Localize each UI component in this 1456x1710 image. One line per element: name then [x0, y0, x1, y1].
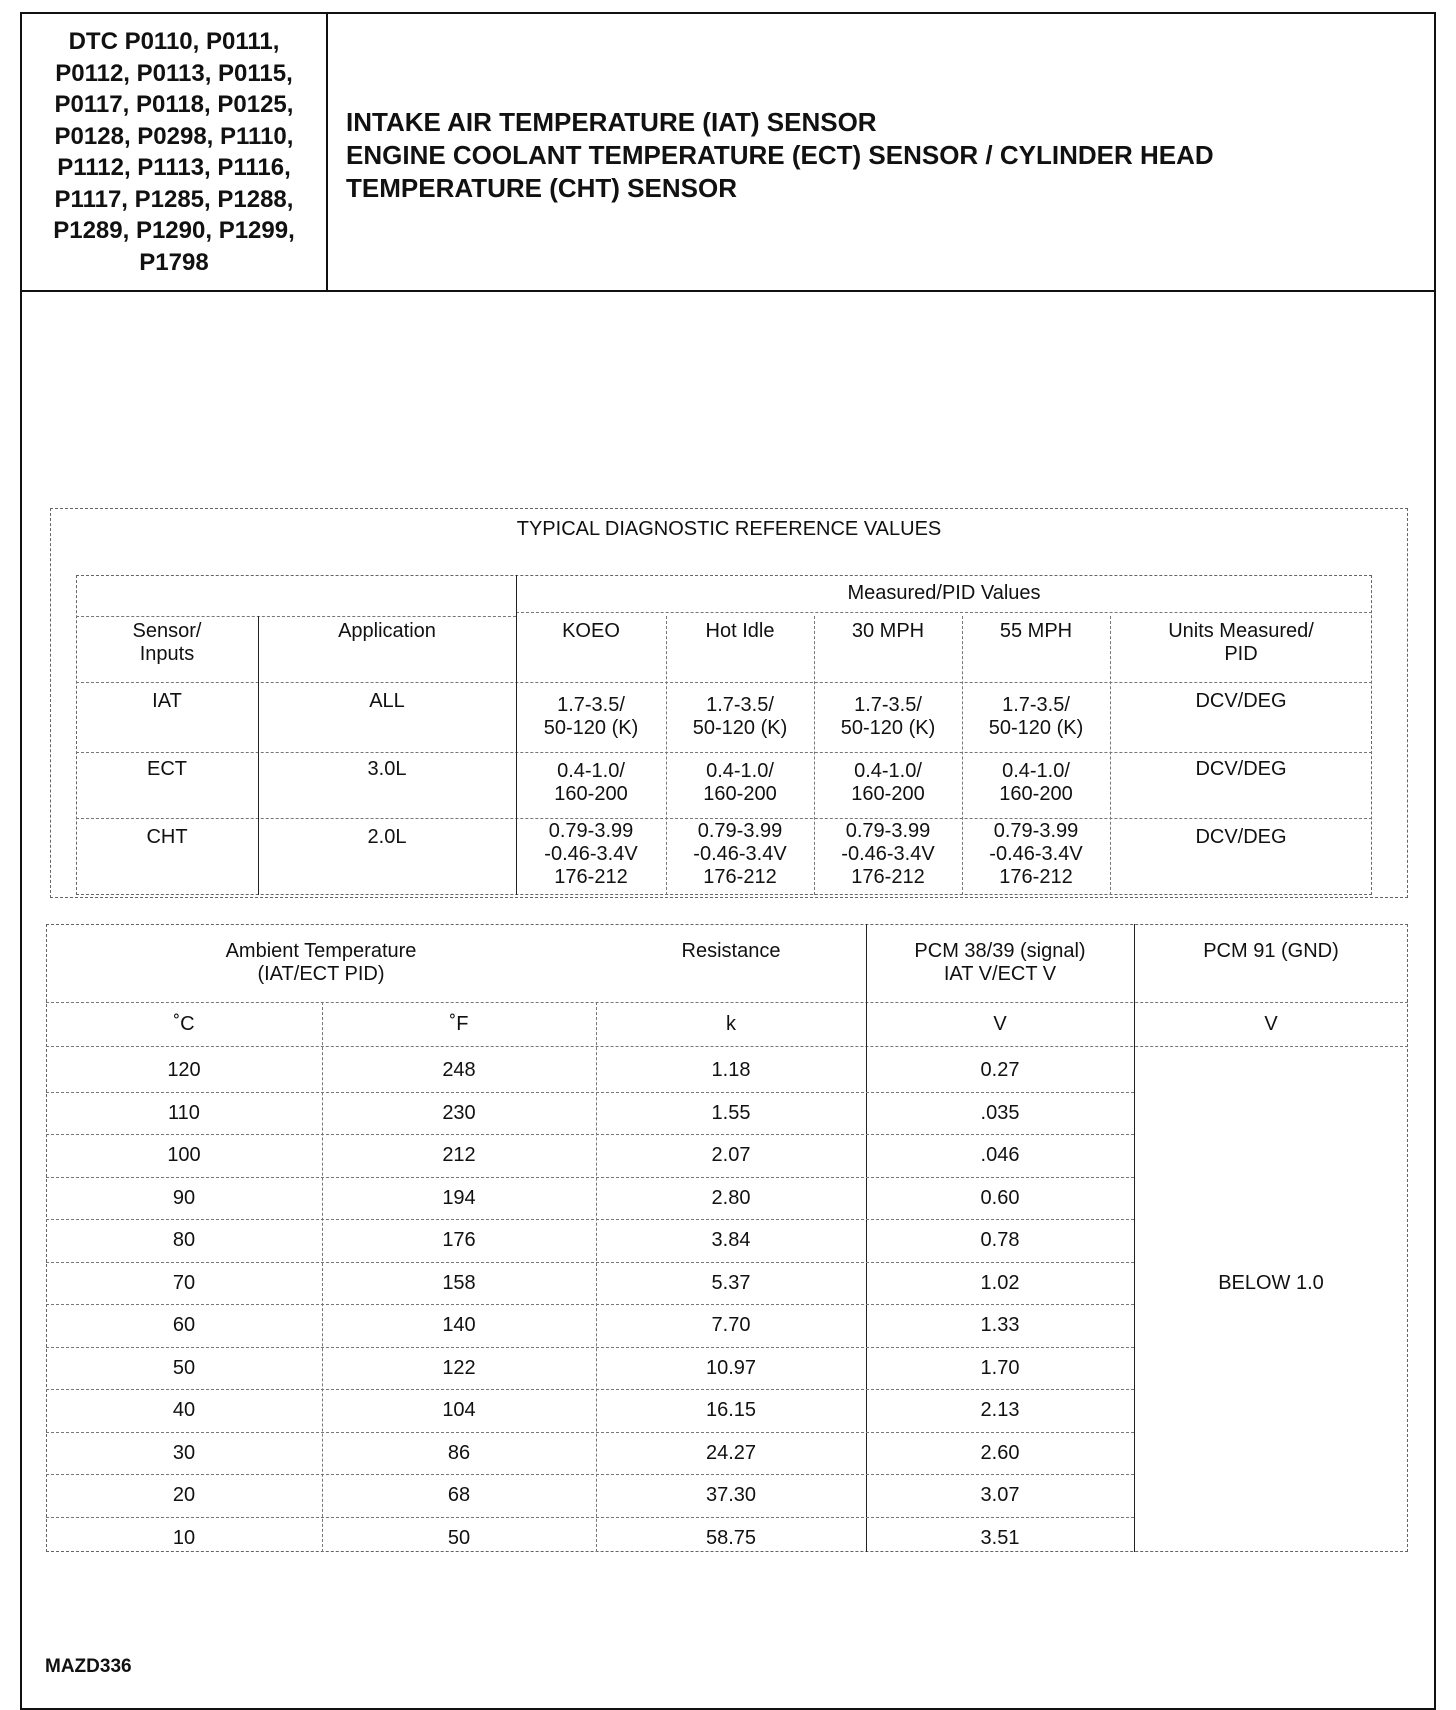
cell-signal-volts: 1.33: [980, 1314, 1020, 1336]
cell-line: 160-200: [999, 783, 1073, 805]
cell-line: 160-200: [703, 783, 777, 805]
grid-line: [46, 1046, 1408, 1047]
grid-line: [46, 1092, 1134, 1093]
cell-signal-volts: .035: [980, 1101, 1020, 1124]
cell-30mph: [814, 760, 962, 806]
cell-celsius: 80: [172, 1229, 196, 1251]
cell-line: -0.46-3.4V: [544, 843, 638, 865]
cell-line: 0.4-1.0/: [854, 760, 922, 782]
cell-line: 0.4-1.0/: [1002, 760, 1070, 782]
cell-resistance: 16.15: [705, 1399, 757, 1421]
ambient-temperature-header: [46, 940, 596, 986]
cell-line: 1.7-3.5/: [557, 694, 625, 716]
cell-line: 0.79-3.99: [548, 820, 634, 842]
cell-55mph: [962, 760, 1110, 806]
grid-line: [46, 1262, 1134, 1263]
cell-fahrenheit: 104: [442, 1399, 476, 1421]
cell-signal-volts: 0.27: [980, 1059, 1020, 1081]
cell-fahrenheit: 176: [442, 1229, 476, 1251]
col-header-hot-idle: Hot Idle: [705, 620, 775, 642]
dtc-line: P0112, P0113, P0115,: [55, 59, 293, 87]
title-line: TEMPERATURE (CHT) SENSOR: [346, 173, 737, 203]
cell-line: 0.79-3.99: [845, 820, 931, 842]
cell-resistance: 2.80: [711, 1186, 751, 1209]
cell-fahrenheit: 122: [442, 1356, 476, 1379]
cell-fahrenheit: 86: [447, 1441, 471, 1464]
cell-line: -0.46-3.4V: [841, 843, 935, 865]
unit-volt-gnd: V: [1264, 1013, 1278, 1035]
cell-resistance: 10.97: [705, 1356, 757, 1379]
cell-line: 50-120 (K): [988, 717, 1084, 739]
cell-resistance: 58.75: [705, 1526, 757, 1549]
cell-celsius: 100: [167, 1144, 201, 1166]
unit-fahrenheit: ˚F: [449, 1013, 469, 1035]
cell-fahrenheit: 68: [447, 1484, 471, 1506]
cell-line: 176-212: [554, 866, 628, 888]
grid-line: [76, 752, 1372, 753]
dtc-line: P1112, P1113, P1116,: [57, 154, 291, 181]
header-line: Sensor/: [132, 620, 202, 642]
unit-volt-signal: V: [993, 1013, 1007, 1035]
header-line: PCM 38/39 (signal): [914, 940, 1086, 962]
title-line: ENGINE COOLANT TEMPERATURE (ECT) SENSOR / CYLINDER HEAD: [346, 140, 1214, 170]
figure-id: MAZD336: [45, 1656, 132, 1677]
cell-koeo: [516, 820, 666, 889]
cell-celsius: 30: [172, 1441, 196, 1464]
grid-line: [46, 1432, 1134, 1433]
cell-celsius: 50: [172, 1356, 196, 1379]
grid-line: [46, 1389, 1134, 1390]
grid-line: [76, 818, 1372, 819]
cell-55mph: [962, 820, 1110, 889]
cell-units: DCV/DEG: [1195, 826, 1287, 848]
cell-line: 1.7-3.5/: [1002, 694, 1070, 716]
cell-sensor: ECT: [147, 758, 187, 780]
cell-application: ALL: [369, 690, 405, 712]
cell-resistance: 2.07: [711, 1144, 751, 1166]
cell-celsius: 40: [172, 1399, 196, 1421]
cell-resistance: 24.27: [705, 1441, 757, 1464]
grid-line: [46, 1134, 1134, 1135]
cell-line: 0.4-1.0/: [557, 760, 625, 782]
header-line: Ambient Temperature: [225, 940, 417, 962]
cell-resistance: 1.55: [711, 1101, 751, 1124]
cell-line: 1.7-3.5/: [706, 694, 774, 716]
title-line: INTAKE AIR TEMPERATURE (IAT) SENSOR: [346, 107, 877, 137]
dtc-line: P0117, P0118, P0125,: [54, 91, 294, 118]
cell-resistance: 3.84: [711, 1229, 751, 1251]
cell-fahrenheit: 230: [442, 1101, 476, 1124]
header-line: IAT V/ECT V: [943, 963, 1057, 985]
cell-30mph: [814, 820, 962, 889]
cell-line: 0.79-3.99: [697, 820, 783, 842]
cell-resistance: 37.30: [705, 1484, 757, 1506]
cell-celsius: 90: [172, 1186, 196, 1209]
cell-application: 2.0L: [367, 826, 407, 848]
cell-signal-volts: 0.78: [980, 1229, 1020, 1251]
cell-line: 50-120 (K): [543, 717, 639, 739]
gnd-value: BELOW 1.0: [1218, 1272, 1324, 1294]
grid-line: [76, 616, 516, 617]
col-header-55mph: 55 MPH: [999, 620, 1073, 642]
cell-celsius: 20: [172, 1484, 196, 1506]
header: [22, 14, 1434, 292]
cell-signal-volts: 1.02: [980, 1271, 1020, 1294]
cell-signal-volts: 3.07: [980, 1484, 1020, 1506]
cell-sensor: IAT: [152, 690, 182, 712]
cell-signal-volts: 2.60: [980, 1441, 1020, 1464]
page-title: [346, 106, 1414, 205]
unit-celsius: ˚C: [173, 1013, 195, 1035]
cell-line: 160-200: [851, 783, 925, 805]
cell-koeo: [516, 694, 666, 740]
cell-units: DCV/DEG: [1195, 758, 1287, 780]
cell-signal-volts: 1.70: [980, 1356, 1020, 1379]
grid-line: [46, 1347, 1134, 1348]
cell-celsius: 60: [172, 1314, 196, 1336]
cell-units: DCV/DEG: [1195, 690, 1287, 712]
pcm-gnd-header: PCM 91 (GND): [1203, 940, 1339, 962]
header-line: Inputs: [139, 643, 195, 665]
header-line: (IAT/ECT PID): [257, 963, 385, 985]
cell-koeo: [516, 760, 666, 806]
cell-application: 3.0L: [367, 758, 407, 780]
cell-resistance: 1.18: [711, 1059, 751, 1081]
cell-fahrenheit: 194: [442, 1186, 476, 1209]
grid-line: [46, 1474, 1134, 1475]
cell-fahrenheit: 248: [442, 1059, 476, 1081]
cell-sensor: CHT: [146, 826, 188, 848]
dtc-line: P0128, P0298, P1110,: [54, 122, 294, 150]
cell-line: 176-212: [851, 866, 925, 888]
cell-celsius: 70: [172, 1271, 196, 1294]
cell-signal-volts: 0.60: [980, 1186, 1020, 1209]
grid-line: [46, 1002, 1408, 1003]
cell-line: 1.7-3.5/: [854, 694, 922, 716]
cell-hot-idle: [666, 760, 814, 806]
dtc-line: DTC P0110, P0111,: [68, 28, 280, 55]
cell-line: 50-120 (K): [692, 717, 788, 739]
header-line: Units Measured/: [1168, 620, 1314, 642]
measured-header: Measured/PID Values: [847, 582, 1041, 604]
grid-line: [46, 1177, 1134, 1178]
dtc-line: P1798: [139, 248, 209, 276]
col-header-units: [1110, 620, 1372, 666]
cell-line: 160-200: [554, 783, 628, 805]
resistance-header: Resistance: [681, 940, 781, 962]
col-header-sensor: [76, 620, 258, 666]
col-header-application: Application: [338, 620, 436, 642]
grid-line: [76, 682, 1372, 683]
pcm-signal-header: [866, 940, 1134, 986]
cell-fahrenheit: 50: [447, 1526, 471, 1549]
grid-line: [46, 1304, 1134, 1305]
cell-signal-volts: 2.13: [980, 1399, 1020, 1421]
col-header-30mph: 30 MPH: [851, 620, 925, 642]
grid-line: [46, 1517, 1134, 1518]
col-header-koeo: KOEO: [562, 620, 620, 642]
cell-fahrenheit: 140: [442, 1314, 476, 1336]
cell-signal-volts: 3.51: [980, 1526, 1020, 1549]
cell-hot-idle: [666, 694, 814, 740]
unit-resistance: k: [726, 1013, 736, 1035]
cell-resistance: 5.37: [711, 1271, 751, 1294]
cell-55mph: [962, 694, 1110, 740]
cell-line: 176-212: [999, 866, 1073, 888]
header-line: PID: [1224, 643, 1258, 665]
cell-line: 0.4-1.0/: [706, 760, 774, 782]
cell-line: 0.79-3.99: [993, 820, 1079, 842]
grid-line: [258, 616, 259, 895]
grid-line: [46, 1219, 1134, 1220]
cell-fahrenheit: 158: [442, 1271, 476, 1294]
cell-fahrenheit: 212: [442, 1144, 476, 1166]
reference-table-title: TYPICAL DIAGNOSTIC REFERENCE VALUES: [516, 518, 942, 540]
cell-line: -0.46-3.4V: [989, 843, 1083, 865]
grid-line: [516, 612, 1372, 613]
dtc-line: P1289, P1290, P1299,: [53, 217, 295, 244]
cell-signal-volts: .046: [980, 1144, 1020, 1166]
cell-30mph: [814, 694, 962, 740]
cell-line: -0.46-3.4V: [693, 843, 787, 865]
dtc-line: P1117, P1285, P1288,: [54, 185, 294, 213]
cell-celsius: 120: [167, 1059, 201, 1081]
cell-line: 176-212: [703, 866, 777, 888]
dtc-list: [22, 14, 328, 290]
cell-hot-idle: [666, 820, 814, 889]
cell-celsius: 10: [172, 1526, 196, 1549]
cell-celsius: 110: [168, 1101, 200, 1124]
cell-line: 50-120 (K): [840, 717, 936, 739]
cell-resistance: 7.70: [711, 1314, 751, 1336]
